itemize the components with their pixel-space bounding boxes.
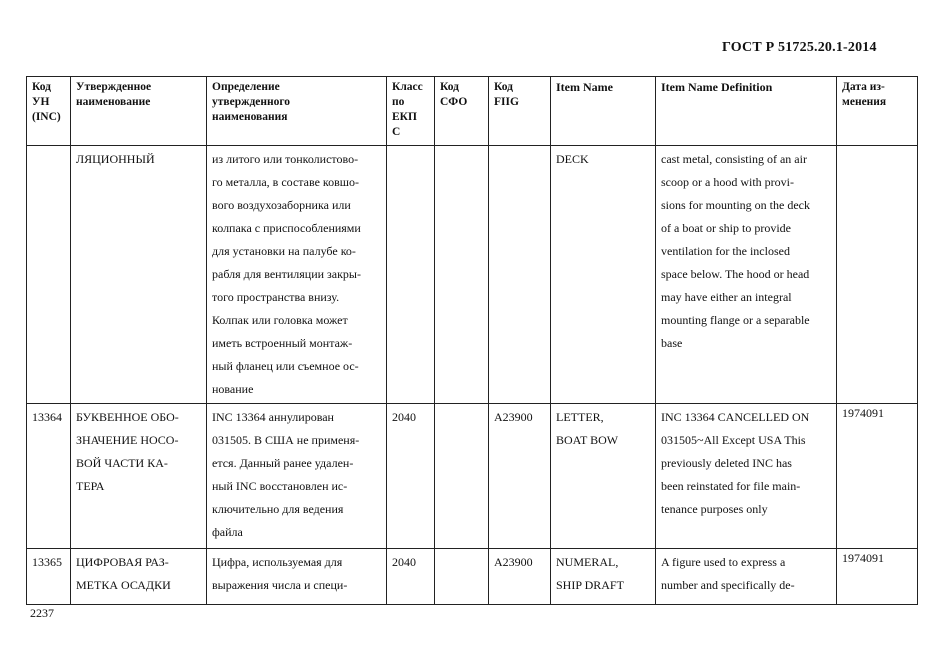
cell-line: NUMERAL, xyxy=(556,555,619,569)
cell-line: утвержденного xyxy=(212,96,291,108)
cell-line: Цифра, используемая для xyxy=(212,555,343,569)
cell-code-sfo xyxy=(435,404,489,549)
cell-line: для установки на палубе ко- xyxy=(212,244,356,258)
cell-line: of a boat or ship to provide xyxy=(661,221,791,235)
cell-line: Дата из- xyxy=(842,81,885,93)
cell-item-definition xyxy=(656,404,837,549)
cell-code-fiig: A23900 xyxy=(489,404,551,549)
cell-name-ru xyxy=(71,404,207,549)
page-number: 2237 xyxy=(30,606,54,620)
cell-line: sions for mounting on the deck xyxy=(661,198,810,212)
cell-line: ется. Данный ранее удален- xyxy=(212,456,354,470)
cell-line: по xyxy=(392,96,405,108)
table-row xyxy=(27,146,918,404)
cell-line: 031505~All Except USA This xyxy=(661,433,806,447)
cell-line: space below. The hood or head xyxy=(661,267,810,281)
table-header-row xyxy=(27,77,918,146)
cell-line: INC 13364 CANCELLED ON xyxy=(661,410,810,424)
cell-definition-ru xyxy=(207,549,387,605)
cell-line: ключительно для ведения xyxy=(212,502,344,516)
header-name-ru xyxy=(71,77,207,146)
cell-line: СФО xyxy=(440,96,468,108)
cell-line: INC 13364 аннулирован xyxy=(212,410,334,424)
cell-line: scoop or a hood with provi- xyxy=(661,175,794,189)
cell-line: ный INC восстановлен ис- xyxy=(212,479,348,493)
cell-line: been reinstated for file main- xyxy=(661,479,801,493)
nomenclature-table xyxy=(26,76,918,605)
cell-line: Код xyxy=(32,81,52,93)
cell-line: Код xyxy=(440,81,460,93)
cell-line: менения xyxy=(842,96,887,108)
cell-inc: 13364 xyxy=(27,404,71,549)
cell-class-ekps xyxy=(387,146,435,404)
cell-line: 031505. В США не применя- xyxy=(212,433,360,447)
cell-line: ЦИФРОВАЯ РАЗ- xyxy=(76,555,169,569)
cell-line: файла xyxy=(212,525,243,539)
cell-line: Код xyxy=(494,81,514,93)
header-definition-ru xyxy=(207,77,387,146)
cell-item-name xyxy=(551,146,656,404)
cell-line: ventilation for the inclosed xyxy=(661,244,790,258)
cell-line: tenance purposes only xyxy=(661,502,768,516)
cell-line: Утвержденное xyxy=(76,81,152,93)
cell-line: УН xyxy=(32,96,50,108)
document-code: ГОСТ Р 51725.20.1-2014 xyxy=(722,40,877,55)
cell-item-name xyxy=(551,404,656,549)
cell-line: LETTER, xyxy=(556,410,604,424)
cell-line: иметь встроенный монтаж- xyxy=(212,336,353,350)
cell-name-ru xyxy=(71,549,207,605)
cell-line: наименования xyxy=(212,111,288,123)
cell-line: Определение xyxy=(212,81,280,93)
table-row xyxy=(27,549,918,605)
cell-line: ТЕРА xyxy=(76,479,105,493)
cell-line: наименование xyxy=(76,96,151,108)
cell-line: mounting flange or a separable xyxy=(661,313,810,327)
header-code-fiig xyxy=(489,77,551,146)
cell-name-ru xyxy=(71,146,207,404)
cell-date: 1974091 xyxy=(837,404,918,549)
cell-item-name xyxy=(551,549,656,605)
header-inc xyxy=(27,77,71,146)
cell-class-ekps: 2040 xyxy=(387,549,435,605)
cell-line: выражения числа и специ- xyxy=(212,578,348,592)
cell-item-definition xyxy=(656,549,837,605)
cell-line: ВОЙ ЧАСТИ КА- xyxy=(76,456,168,470)
header-item-definition xyxy=(656,77,837,146)
cell-line: number and specifically de- xyxy=(661,578,795,592)
cell-line: того пространства внизу. xyxy=(212,290,340,304)
cell-line: cast metal, consisting of an air xyxy=(661,152,807,166)
cell-line: FIIG xyxy=(494,96,519,108)
cell-line: ЗНАЧЕНИЕ НОСО- xyxy=(76,433,179,447)
cell-inc: 13365 xyxy=(27,549,71,605)
cell-line: из литого или тонколистово- xyxy=(212,152,359,166)
cell-line: Колпак или головка может xyxy=(212,313,348,327)
cell-line: С xyxy=(392,126,401,138)
cell-line: Item Name Definition xyxy=(661,80,773,94)
cell-code-fiig: A23900 xyxy=(489,549,551,605)
header-item-name xyxy=(551,77,656,146)
cell-line: нование xyxy=(212,382,254,396)
cell-inc xyxy=(27,146,71,404)
cell-line: Класс xyxy=(392,81,423,93)
cell-line: ЕКП xyxy=(392,111,417,123)
cell-line: SHIP DRAFT xyxy=(556,578,624,592)
cell-item-definition xyxy=(656,146,837,404)
cell-line: base xyxy=(661,336,683,350)
cell-line: МЕТКА ОСАДКИ xyxy=(76,578,171,592)
cell-line: ЛЯЦИОННЫЙ xyxy=(76,152,155,166)
header-date xyxy=(837,77,918,146)
cell-code-sfo xyxy=(435,549,489,605)
cell-line: БУКВЕННОЕ ОБО- xyxy=(76,410,179,424)
cell-code-sfo xyxy=(435,146,489,404)
cell-line: го металла, в составе ковшо- xyxy=(212,175,360,189)
cell-definition-ru xyxy=(207,404,387,549)
cell-date: 1974091 xyxy=(837,549,918,605)
cell-line: колпака с приспособлениями xyxy=(212,221,361,235)
cell-line: ный фланец или съемное ос- xyxy=(212,359,359,373)
cell-code-fiig xyxy=(489,146,551,404)
cell-line: (INC) xyxy=(32,111,61,123)
cell-line: вого воздухозаборника или xyxy=(212,198,351,212)
header-code-sfo xyxy=(435,77,489,146)
cell-line: A figure used to express a xyxy=(661,555,786,569)
cell-line: previously deleted INC has xyxy=(661,456,792,470)
header-class-ekps xyxy=(387,77,435,146)
cell-line: BOAT BOW xyxy=(556,433,619,447)
cell-definition-ru xyxy=(207,146,387,404)
cell-line: Item Name xyxy=(556,80,613,94)
cell-class-ekps: 2040 xyxy=(387,404,435,549)
cell-date xyxy=(837,146,918,404)
cell-line: may have either an integral xyxy=(661,290,792,304)
cell-line: рабля для вентиляции закры- xyxy=(212,267,361,281)
cell-line: DECK xyxy=(556,152,589,166)
table-row xyxy=(27,404,918,549)
